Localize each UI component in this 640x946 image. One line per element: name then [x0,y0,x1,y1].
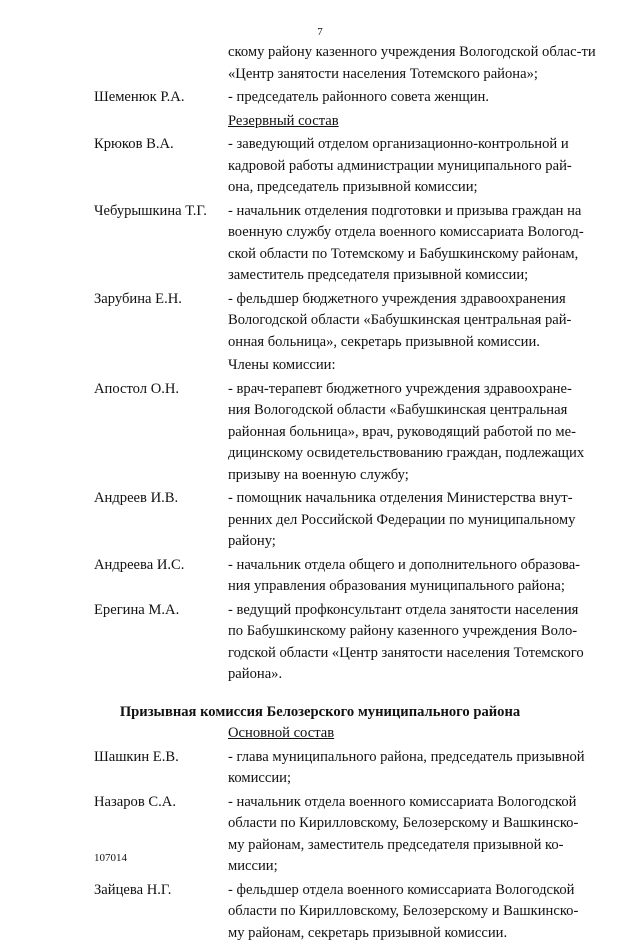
text-line: области по Кирилловскому, Белозерскому и Вашкинско- [228,903,579,919]
commission-members-list [0,379,640,686]
member-name: Назаров С.А. [94,793,176,810]
continuation-block [0,42,640,85]
text-line: призыву на военную службу; [228,466,409,483]
member-name: Ерегина М.А. [94,601,180,618]
reserve-members-list [0,134,640,353]
text-line: «Центр занятости населения Тотемского района»; [228,65,538,82]
text-line: района». [228,666,283,682]
members-label-row [0,355,640,377]
member-role [228,555,607,598]
member-role [228,289,607,354]
text-line: ния Вологодской области «Бабушкинская центральная [228,402,568,418]
text-line: она, председатель призывной комиссии; [228,179,478,195]
text-line: заместитель председателя призывной комиссии; [228,267,529,283]
member-row [0,201,640,287]
text-line: - председатель районного совета женщин. [228,89,490,105]
text-line: миссии; [228,858,278,874]
member-role [228,379,607,487]
reserve-label: Резервный состав [228,112,339,129]
text-line: онная больница», секретарь призывной комиссии. [228,333,540,350]
text-line: - врач-терапевт бюджетного учреждения здравоохране- [228,380,572,397]
member-name: Зарубина Е.Н. [94,290,182,307]
member-row [0,880,640,945]
text-line: кадровой работы администрации муниципального рай- [228,157,572,174]
member-role [228,747,607,790]
text-line: скому району казенного учреждения Вологодской облас-ти [228,44,596,60]
reserve-label-row [0,111,640,133]
continuation-text [228,42,607,85]
member-name: Крюков В.А. [94,136,174,152]
text-line: - ведущий профконсультант отдела занятости населения [228,601,579,618]
member-name: Шашкин Е.В. [94,748,179,765]
member-role [228,880,607,945]
text-line: - начальник отдела военного комиссариата Вологодской [228,793,577,810]
member-name: Андреева И.С. [94,556,185,573]
member-row [0,488,640,553]
text-line: ния управления образования муниципального района; [228,578,565,594]
main-label: Основной состав [228,725,335,741]
member-role [228,201,607,287]
member-row [0,555,640,598]
text-line: - начальник отделения подготовки и призыва граждан на [228,202,582,219]
text-line: му районам, секретарь призывной комиссии. [228,924,508,941]
member-role [228,134,607,199]
main-members-list [0,747,640,945]
text-line: по Бабушкинскому району казенного учреждения Воло- [228,623,578,639]
text-line: Вологодской области «Бабушкинская центральная рай- [228,312,572,328]
members-top-list [0,87,640,109]
member-row [0,87,640,109]
text-line: дицинскому освидетельствованию граждан, подлежащих [228,445,585,461]
member-name: Зайцева Н.Г. [94,881,172,898]
main-label-row [0,723,640,745]
text-line: военную службу отдела военного комиссариата Вологод- [228,224,584,240]
member-row [0,379,640,487]
footer-code: 107014 [94,852,127,864]
member-row [0,600,640,686]
text-line: комиссии; [228,770,292,786]
section-heading: Призывная комиссия Белозерского муниципального района [119,703,521,720]
member-role [228,600,607,686]
member-role [228,792,607,878]
member-name: Андреев И.В. [94,490,179,506]
text-line: - заведующий отделом организационно-контрольной и [228,136,569,152]
text-line: годской области «Центр занятости населения Тотемского [228,644,584,661]
members-label: Члены комиссии: [228,357,336,373]
text-line: ренних дел Российской Федерации по муниципальному [228,511,576,528]
member-name: Чебурышкина Т.Г. [94,202,207,219]
member-row [0,792,640,878]
text-line: районная больница», врач, руководящий работой по ме- [228,423,576,440]
member-row [0,747,640,790]
member-row [0,134,640,199]
text-line: - фельдшер бюджетного учреждения здравоохранения [228,290,566,307]
member-row [0,289,640,354]
document-body [0,42,640,946]
member-name: Шеменюк Р.А. [94,89,185,105]
member-name: Апостол О.Н. [94,380,180,397]
text-line: - начальник отдела общего и дополнительного образова- [228,556,581,573]
member-role [228,488,607,553]
text-line: ской области по Тотемскому и Бабушкинскому районам, [228,245,579,262]
member-role [228,87,607,109]
text-line: - помощник начальника отделения Министерства внут- [228,490,573,506]
text-line: - фельдшер отдела военного комиссариата Вологодской [228,881,575,898]
text-line: району; [228,533,276,549]
text-line: области по Кирилловскому, Белозерскому и Вашкинско- [228,815,579,831]
text-line: му районам, заместитель председателя призывной ко- [228,836,564,853]
text-line: - глава муниципального района, председатель призывной [228,748,585,765]
page-number: 7 [317,26,323,38]
